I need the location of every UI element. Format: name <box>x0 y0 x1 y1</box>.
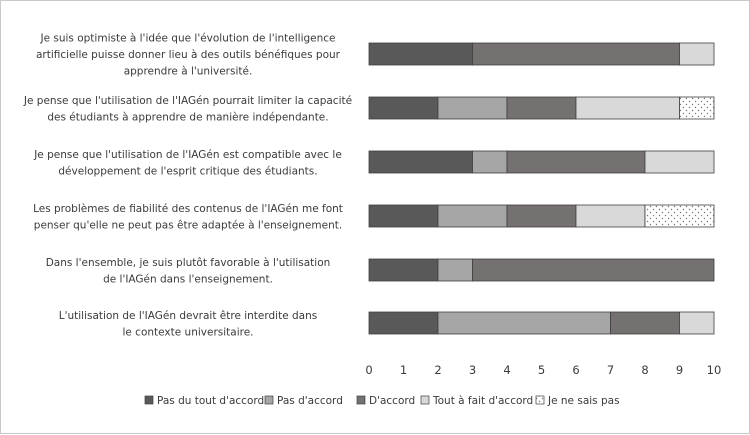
bar-segment-4 <box>645 151 714 173</box>
bar-segment-1 <box>369 205 438 227</box>
x-axis-ticks <box>365 363 721 377</box>
bar-segment-3 <box>507 97 576 119</box>
x-tick-label: 10 <box>706 363 722 377</box>
bar-segment-4 <box>680 312 715 334</box>
bar-segment-4 <box>576 97 680 119</box>
bar-segment-2 <box>438 259 473 281</box>
bar-segment-4 <box>680 43 715 65</box>
legend-label: Pas du tout d'accord <box>157 395 265 407</box>
x-tick-label: 2 <box>434 363 442 377</box>
x-tick-label: 8 <box>641 363 649 377</box>
bar-segment-2 <box>438 97 507 119</box>
x-tick-label: 0 <box>365 363 373 377</box>
legend-label: Je ne sais pas <box>548 395 620 407</box>
bar-segment-5 <box>680 97 715 119</box>
legend-swatch <box>421 396 429 404</box>
category-label: Je pense que l'utilisation de l'IAGén pourrait limiter la capacité <box>23 94 353 107</box>
legend <box>145 395 620 407</box>
category-label: Dans l'ensemble, je suis plutôt favorable à l'utilisation <box>45 256 331 269</box>
bar-segment-2 <box>438 205 507 227</box>
x-tick-label: 1 <box>399 363 408 377</box>
category-label: penser qu'elle ne peut pas être adaptée à l'enseignement. <box>33 219 343 232</box>
bar-segment-1 <box>369 97 438 119</box>
bar-segment-2 <box>438 312 611 334</box>
legend-label: Pas d'accord <box>277 395 343 407</box>
legend-swatch <box>357 396 365 404</box>
bar-segment-3 <box>507 151 645 173</box>
legend-label: D'accord <box>369 395 416 407</box>
bar-segment-5 <box>645 205 714 227</box>
x-tick-label: 6 <box>572 363 580 377</box>
x-tick-label: 5 <box>537 363 546 377</box>
category-label: des étudiants à apprendre de manière indépendante. <box>47 111 329 124</box>
bar-segment-3 <box>611 312 680 334</box>
x-tick-label: 4 <box>503 363 511 377</box>
legend-swatch <box>536 396 544 404</box>
bar-segment-3 <box>473 259 715 281</box>
legend-label: Tout à fait d'accord <box>433 395 534 407</box>
legend-swatch <box>265 396 273 404</box>
bar-segment-3 <box>473 43 680 65</box>
category-labels <box>23 33 352 339</box>
bar-segment-4 <box>576 205 645 227</box>
bar-segment-2 <box>473 151 508 173</box>
bar-segment-1 <box>369 312 438 334</box>
bar-segment-3 <box>507 205 576 227</box>
category-label: de l'IAGén dans l'enseignement. <box>103 273 273 286</box>
x-tick-label: 7 <box>606 363 615 377</box>
category-label: apprendre à l'université. <box>123 65 253 78</box>
category-label: Je pense que l'utilisation de l'IAGén est compatible avec le <box>34 148 342 161</box>
x-tick-label: 9 <box>675 363 684 377</box>
bar-segment-1 <box>369 43 473 65</box>
category-label: Je suis optimiste à l'idée que l'évolution de l'intelligence <box>40 32 336 45</box>
stacked-bar-chart <box>1 1 750 435</box>
bar-segment-1 <box>369 259 438 281</box>
category-label: Les problèmes de fiabilité des contenus de l'IAGén me font <box>33 202 343 215</box>
x-tick-label: 3 <box>468 363 477 377</box>
category-label: développement de l'esprit critique des étudiants. <box>58 165 318 178</box>
bars <box>369 43 714 334</box>
category-label: L'utilisation de l'IAGén devrait être interdite dans <box>58 309 318 322</box>
category-label: le contexte universitaire. <box>122 326 254 339</box>
category-label: artificielle puisse donner lieu à des outils bénéfiques pour <box>35 49 341 61</box>
legend-swatch <box>145 396 153 404</box>
bar-segment-1 <box>369 151 473 173</box>
